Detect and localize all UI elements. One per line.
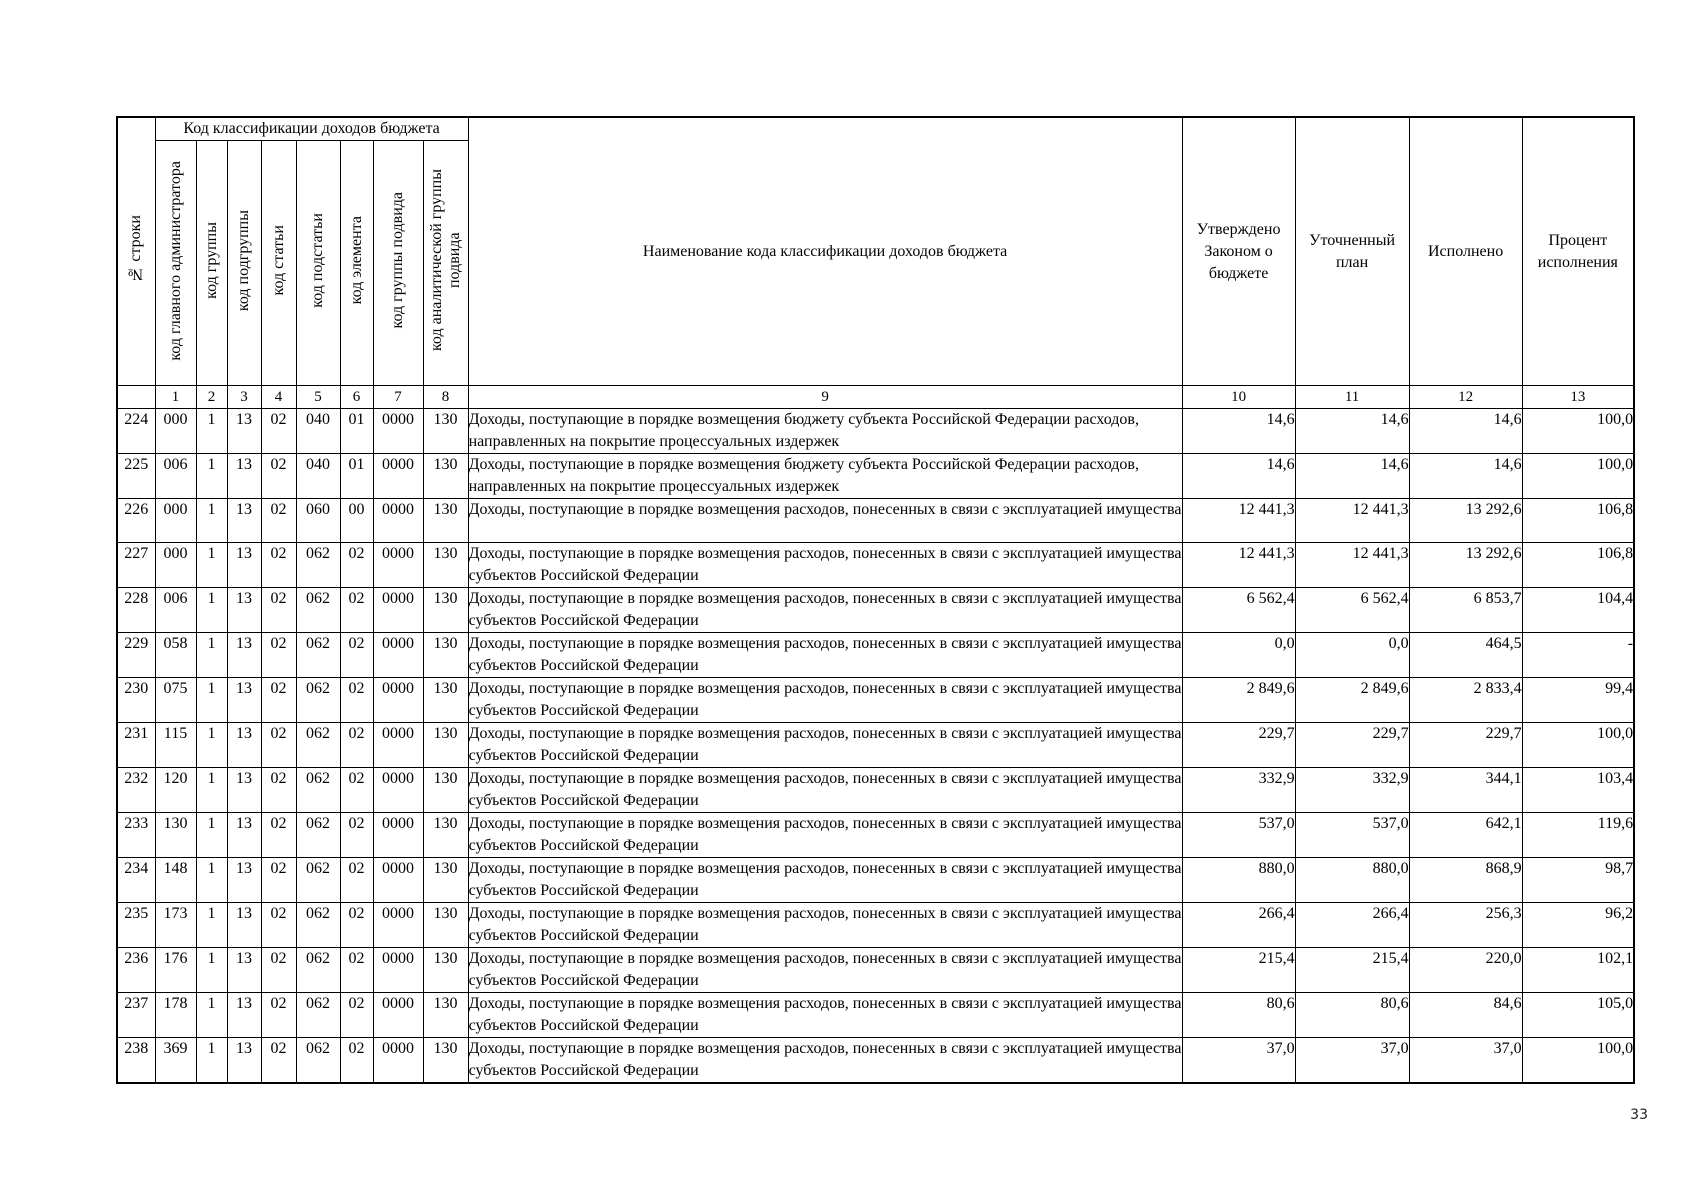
row-number-cell: 227 bbox=[117, 543, 155, 588]
row-number-cell: 232 bbox=[117, 768, 155, 813]
subtype-group-code-cell: 0000 bbox=[373, 499, 423, 543]
plan-value-cell: 332,9 bbox=[1295, 768, 1409, 813]
table-row bbox=[117, 499, 1634, 543]
analytic-group-code-cell: 130 bbox=[423, 678, 468, 723]
subgroup-code-cell: 13 bbox=[227, 1038, 261, 1084]
element-code-cell: 02 bbox=[340, 588, 373, 633]
revenue-name-cell: Доходы, поступающие в порядке возмещения расходов, понесенных в связи с эксплуатацией имущества субъектов Российской Федерации bbox=[468, 858, 1182, 903]
article-code-cell: 02 bbox=[261, 858, 296, 903]
percent-value-cell: 105,0 bbox=[1522, 993, 1634, 1038]
subarticle-code-cell: 062 bbox=[296, 858, 340, 903]
article-code-cell: 02 bbox=[261, 633, 296, 678]
percent-value-cell: 99,4 bbox=[1522, 678, 1634, 723]
group-code-cell: 1 bbox=[196, 633, 227, 678]
percent-value-cell: - bbox=[1522, 633, 1634, 678]
article-code-cell: 02 bbox=[261, 903, 296, 948]
percent-value-cell: 100,0 bbox=[1522, 409, 1634, 454]
column-number: 1 bbox=[155, 386, 196, 409]
admin-code-cell: 148 bbox=[155, 858, 196, 903]
element-code-cell: 02 bbox=[340, 768, 373, 813]
subtype-group-code-cell: 0000 bbox=[373, 768, 423, 813]
header-row-number: № строки bbox=[117, 117, 155, 386]
subarticle-code-cell: 062 bbox=[296, 813, 340, 858]
subarticle-code-cell: 062 bbox=[296, 948, 340, 993]
subgroup-code-cell: 13 bbox=[227, 993, 261, 1038]
article-code-cell: 02 bbox=[261, 454, 296, 499]
group-code-cell: 1 bbox=[196, 813, 227, 858]
article-code-cell: 02 bbox=[261, 588, 296, 633]
table-row bbox=[117, 409, 1634, 454]
percent-value-cell: 100,0 bbox=[1522, 454, 1634, 499]
plan-value-cell: 12 441,3 bbox=[1295, 499, 1409, 543]
column-number: 2 bbox=[196, 386, 227, 409]
executed-value-cell: 642,1 bbox=[1409, 813, 1522, 858]
approved-value-cell: 37,0 bbox=[1182, 1038, 1295, 1084]
admin-code-cell: 058 bbox=[155, 633, 196, 678]
analytic-group-code-cell: 130 bbox=[423, 723, 468, 768]
revenue-name-cell: Доходы, поступающие в порядке возмещения расходов, понесенных в связи с эксплуатацией имущества субъектов Российской Федерации bbox=[468, 993, 1182, 1038]
admin-code-cell: 000 bbox=[155, 409, 196, 454]
subgroup-code-cell: 13 bbox=[227, 499, 261, 543]
header-percent: Процент исполнения bbox=[1522, 117, 1634, 386]
admin-code-cell: 369 bbox=[155, 1038, 196, 1084]
group-code-cell: 1 bbox=[196, 993, 227, 1038]
analytic-group-code-cell: 130 bbox=[423, 948, 468, 993]
percent-value-cell: 106,8 bbox=[1522, 499, 1634, 543]
header-code-admin: код главного администратора bbox=[155, 141, 196, 386]
analytic-group-code-cell: 130 bbox=[423, 858, 468, 903]
subgroup-code-cell: 13 bbox=[227, 768, 261, 813]
group-code-cell: 1 bbox=[196, 588, 227, 633]
plan-value-cell: 0,0 bbox=[1295, 633, 1409, 678]
approved-value-cell: 537,0 bbox=[1182, 813, 1295, 858]
subtype-group-code-cell: 0000 bbox=[373, 409, 423, 454]
column-number: 5 bbox=[296, 386, 340, 409]
subtype-group-code-cell: 0000 bbox=[373, 903, 423, 948]
subgroup-code-cell: 13 bbox=[227, 903, 261, 948]
executed-value-cell: 868,9 bbox=[1409, 858, 1522, 903]
group-code-cell: 1 bbox=[196, 903, 227, 948]
percent-value-cell: 119,6 bbox=[1522, 813, 1634, 858]
percent-value-cell: 98,7 bbox=[1522, 858, 1634, 903]
admin-code-cell: 115 bbox=[155, 723, 196, 768]
subarticle-code-cell: 062 bbox=[296, 993, 340, 1038]
row-number-cell: 230 bbox=[117, 678, 155, 723]
revenue-name-cell: Доходы, поступающие в порядке возмещения расходов, понесенных в связи с эксплуатацией имущества субъектов Российской Федерации bbox=[468, 813, 1182, 858]
element-code-cell: 02 bbox=[340, 858, 373, 903]
group-code-cell: 1 bbox=[196, 678, 227, 723]
table-row bbox=[117, 588, 1634, 633]
subgroup-code-cell: 13 bbox=[227, 543, 261, 588]
subtype-group-code-cell: 0000 bbox=[373, 1038, 423, 1084]
column-number-blank bbox=[117, 386, 155, 409]
admin-code-cell: 006 bbox=[155, 454, 196, 499]
group-code-cell: 1 bbox=[196, 499, 227, 543]
budget-revenue-table bbox=[116, 116, 1635, 1084]
table-row bbox=[117, 858, 1634, 903]
header-code-group-col: код группы bbox=[196, 141, 227, 386]
subtype-group-code-cell: 0000 bbox=[373, 633, 423, 678]
table-row bbox=[117, 813, 1634, 858]
subarticle-code-cell: 060 bbox=[296, 499, 340, 543]
table-row bbox=[117, 948, 1634, 993]
approved-value-cell: 80,6 bbox=[1182, 993, 1295, 1038]
admin-code-cell: 075 bbox=[155, 678, 196, 723]
admin-code-cell: 000 bbox=[155, 499, 196, 543]
approved-value-cell: 14,6 bbox=[1182, 454, 1295, 499]
admin-code-cell: 173 bbox=[155, 903, 196, 948]
executed-value-cell: 229,7 bbox=[1409, 723, 1522, 768]
subgroup-code-cell: 13 bbox=[227, 678, 261, 723]
admin-code-cell: 178 bbox=[155, 993, 196, 1038]
element-code-cell: 01 bbox=[340, 454, 373, 499]
plan-value-cell: 12 441,3 bbox=[1295, 543, 1409, 588]
element-code-cell: 02 bbox=[340, 1038, 373, 1084]
approved-value-cell: 6 562,4 bbox=[1182, 588, 1295, 633]
percent-value-cell: 100,0 bbox=[1522, 723, 1634, 768]
plan-value-cell: 6 562,4 bbox=[1295, 588, 1409, 633]
plan-value-cell: 880,0 bbox=[1295, 858, 1409, 903]
element-code-cell: 02 bbox=[340, 723, 373, 768]
subarticle-code-cell: 062 bbox=[296, 633, 340, 678]
column-number: 13 bbox=[1522, 386, 1634, 409]
row-number-cell: 235 bbox=[117, 903, 155, 948]
percent-value-cell: 100,0 bbox=[1522, 1038, 1634, 1084]
revenue-name-cell: Доходы, поступающие в порядке возмещения расходов, понесенных в связи с эксплуатацией имущества субъектов Российской Федерации bbox=[468, 1038, 1182, 1084]
percent-value-cell: 106,8 bbox=[1522, 543, 1634, 588]
header-executed: Исполнено bbox=[1409, 117, 1522, 386]
element-code-cell: 02 bbox=[340, 993, 373, 1038]
subgroup-code-cell: 13 bbox=[227, 723, 261, 768]
row-number-cell: 238 bbox=[117, 1038, 155, 1084]
subarticle-code-cell: 062 bbox=[296, 723, 340, 768]
plan-value-cell: 80,6 bbox=[1295, 993, 1409, 1038]
header-code-article: код статьи bbox=[261, 141, 296, 386]
column-number: 3 bbox=[227, 386, 261, 409]
article-code-cell: 02 bbox=[261, 678, 296, 723]
table-row bbox=[117, 768, 1634, 813]
executed-value-cell: 220,0 bbox=[1409, 948, 1522, 993]
revenue-name-cell: Доходы, поступающие в порядке возмещения бюджету субъекта Российской Федерации расходов, направленных на покрытие процессуальных издержек bbox=[468, 454, 1182, 499]
header-code-group: Код классификации доходов бюджета bbox=[155, 117, 468, 141]
analytic-group-code-cell: 130 bbox=[423, 543, 468, 588]
analytic-group-code-cell: 130 bbox=[423, 633, 468, 678]
approved-value-cell: 880,0 bbox=[1182, 858, 1295, 903]
header-code-subgroup: код подгруппы bbox=[227, 141, 261, 386]
revenue-name-cell: Доходы, поступающие в порядке возмещения расходов, понесенных в связи с эксплуатацией имущества субъектов Российской Федерации bbox=[468, 543, 1182, 588]
subgroup-code-cell: 13 bbox=[227, 858, 261, 903]
executed-value-cell: 464,5 bbox=[1409, 633, 1522, 678]
column-number: 6 bbox=[340, 386, 373, 409]
group-code-cell: 1 bbox=[196, 768, 227, 813]
row-number-cell: 228 bbox=[117, 588, 155, 633]
plan-value-cell: 215,4 bbox=[1295, 948, 1409, 993]
table-row bbox=[117, 678, 1634, 723]
table-row bbox=[117, 454, 1634, 499]
article-code-cell: 02 bbox=[261, 1038, 296, 1084]
table-row bbox=[117, 903, 1634, 948]
approved-value-cell: 2 849,6 bbox=[1182, 678, 1295, 723]
admin-code-cell: 120 bbox=[155, 768, 196, 813]
group-code-cell: 1 bbox=[196, 1038, 227, 1084]
plan-value-cell: 37,0 bbox=[1295, 1038, 1409, 1084]
subarticle-code-cell: 062 bbox=[296, 588, 340, 633]
header-code-subarticle: код подстатьи bbox=[296, 141, 340, 386]
admin-code-cell: 006 bbox=[155, 588, 196, 633]
subarticle-code-cell: 040 bbox=[296, 409, 340, 454]
article-code-cell: 02 bbox=[261, 723, 296, 768]
subgroup-code-cell: 13 bbox=[227, 948, 261, 993]
subtype-group-code-cell: 0000 bbox=[373, 948, 423, 993]
approved-value-cell: 14,6 bbox=[1182, 409, 1295, 454]
group-code-cell: 1 bbox=[196, 948, 227, 993]
subtype-group-code-cell: 0000 bbox=[373, 858, 423, 903]
row-number-cell: 224 bbox=[117, 409, 155, 454]
element-code-cell: 00 bbox=[340, 499, 373, 543]
table-row bbox=[117, 543, 1634, 588]
subgroup-code-cell: 13 bbox=[227, 813, 261, 858]
group-code-cell: 1 bbox=[196, 409, 227, 454]
revenue-name-cell: Доходы, поступающие в порядке возмещения расходов, понесенных в связи с эксплуатацией имущества субъектов Российской Федерации bbox=[468, 948, 1182, 993]
percent-value-cell: 102,1 bbox=[1522, 948, 1634, 993]
analytic-group-code-cell: 130 bbox=[423, 768, 468, 813]
subarticle-code-cell: 062 bbox=[296, 1038, 340, 1084]
element-code-cell: 02 bbox=[340, 678, 373, 723]
plan-value-cell: 229,7 bbox=[1295, 723, 1409, 768]
executed-value-cell: 256,3 bbox=[1409, 903, 1522, 948]
header-code-element: код элемента bbox=[340, 141, 373, 386]
row-number-cell: 225 bbox=[117, 454, 155, 499]
executed-value-cell: 2 833,4 bbox=[1409, 678, 1522, 723]
revenue-name-cell: Доходы, поступающие в порядке возмещения расходов, понесенных в связи с эксплуатацией имущества субъектов Российской Федерации bbox=[468, 588, 1182, 633]
plan-value-cell: 537,0 bbox=[1295, 813, 1409, 858]
analytic-group-code-cell: 130 bbox=[423, 499, 468, 543]
column-number: 9 bbox=[468, 386, 1182, 409]
header-code-analytic-group: код аналитической группы подвида bbox=[423, 141, 468, 386]
executed-value-cell: 14,6 bbox=[1409, 409, 1522, 454]
percent-value-cell: 103,4 bbox=[1522, 768, 1634, 813]
subtype-group-code-cell: 0000 bbox=[373, 454, 423, 499]
approved-value-cell: 12 441,3 bbox=[1182, 499, 1295, 543]
subgroup-code-cell: 13 bbox=[227, 588, 261, 633]
article-code-cell: 02 bbox=[261, 768, 296, 813]
subtype-group-code-cell: 0000 bbox=[373, 993, 423, 1038]
analytic-group-code-cell: 130 bbox=[423, 409, 468, 454]
subarticle-code-cell: 040 bbox=[296, 454, 340, 499]
executed-value-cell: 344,1 bbox=[1409, 768, 1522, 813]
article-code-cell: 02 bbox=[261, 499, 296, 543]
element-code-cell: 02 bbox=[340, 948, 373, 993]
column-number: 7 bbox=[373, 386, 423, 409]
analytic-group-code-cell: 130 bbox=[423, 454, 468, 499]
percent-value-cell: 104,4 bbox=[1522, 588, 1634, 633]
table-row bbox=[117, 1038, 1634, 1084]
element-code-cell: 02 bbox=[340, 813, 373, 858]
subarticle-code-cell: 062 bbox=[296, 768, 340, 813]
column-number: 4 bbox=[261, 386, 296, 409]
approved-value-cell: 215,4 bbox=[1182, 948, 1295, 993]
table-row bbox=[117, 993, 1634, 1038]
element-code-cell: 01 bbox=[340, 409, 373, 454]
subgroup-code-cell: 13 bbox=[227, 409, 261, 454]
row-number-cell: 226 bbox=[117, 499, 155, 543]
group-code-cell: 1 bbox=[196, 543, 227, 588]
element-code-cell: 02 bbox=[340, 543, 373, 588]
analytic-group-code-cell: 130 bbox=[423, 1038, 468, 1084]
column-number: 12 bbox=[1409, 386, 1522, 409]
element-code-cell: 02 bbox=[340, 903, 373, 948]
article-code-cell: 02 bbox=[261, 948, 296, 993]
revenue-name-cell: Доходы, поступающие в порядке возмещения расходов, понесенных в связи с эксплуатацией имущества субъектов Российской Федерации bbox=[468, 633, 1182, 678]
group-code-cell: 1 bbox=[196, 723, 227, 768]
analytic-group-code-cell: 130 bbox=[423, 903, 468, 948]
article-code-cell: 02 bbox=[261, 993, 296, 1038]
approved-value-cell: 332,9 bbox=[1182, 768, 1295, 813]
header-plan: Уточненный план bbox=[1295, 117, 1409, 386]
article-code-cell: 02 bbox=[261, 813, 296, 858]
header-name: Наименование кода классификации доходов бюджета bbox=[468, 117, 1182, 386]
row-number-cell: 236 bbox=[117, 948, 155, 993]
executed-value-cell: 6 853,7 bbox=[1409, 588, 1522, 633]
plan-value-cell: 266,4 bbox=[1295, 903, 1409, 948]
subtype-group-code-cell: 0000 bbox=[373, 588, 423, 633]
article-code-cell: 02 bbox=[261, 409, 296, 454]
executed-value-cell: 37,0 bbox=[1409, 1038, 1522, 1084]
executed-value-cell: 84,6 bbox=[1409, 993, 1522, 1038]
column-number: 11 bbox=[1295, 386, 1409, 409]
page-number: 33 bbox=[1630, 1107, 1648, 1123]
subtype-group-code-cell: 0000 bbox=[373, 678, 423, 723]
approved-value-cell: 229,7 bbox=[1182, 723, 1295, 768]
column-number: 10 bbox=[1182, 386, 1295, 409]
approved-value-cell: 12 441,3 bbox=[1182, 543, 1295, 588]
plan-value-cell: 14,6 bbox=[1295, 454, 1409, 499]
approved-value-cell: 0,0 bbox=[1182, 633, 1295, 678]
revenue-name-cell: Доходы, поступающие в порядке возмещения расходов, понесенных в связи с эксплуатацией имущества субъектов Российской Федерации bbox=[468, 768, 1182, 813]
analytic-group-code-cell: 130 bbox=[423, 993, 468, 1038]
admin-code-cell: 130 bbox=[155, 813, 196, 858]
row-number-cell: 237 bbox=[117, 993, 155, 1038]
subtype-group-code-cell: 0000 bbox=[373, 723, 423, 768]
row-number-cell: 229 bbox=[117, 633, 155, 678]
executed-value-cell: 13 292,6 bbox=[1409, 499, 1522, 543]
subtype-group-code-cell: 0000 bbox=[373, 813, 423, 858]
table-body bbox=[117, 386, 1634, 1084]
plan-value-cell: 14,6 bbox=[1295, 409, 1409, 454]
revenue-name-cell: Доходы, поступающие в порядке возмещения расходов, понесенных в связи с эксплуатацией имущества субъектов Российской Федерации bbox=[468, 678, 1182, 723]
subarticle-code-cell: 062 bbox=[296, 678, 340, 723]
subgroup-code-cell: 13 bbox=[227, 633, 261, 678]
row-number-cell: 231 bbox=[117, 723, 155, 768]
analytic-group-code-cell: 130 bbox=[423, 813, 468, 858]
subarticle-code-cell: 062 bbox=[296, 543, 340, 588]
column-numbers-row bbox=[117, 386, 1634, 409]
approved-value-cell: 266,4 bbox=[1182, 903, 1295, 948]
header-code-subtype-group: код группы подвида bbox=[373, 141, 423, 386]
article-code-cell: 02 bbox=[261, 543, 296, 588]
executed-value-cell: 14,6 bbox=[1409, 454, 1522, 499]
group-code-cell: 1 bbox=[196, 454, 227, 499]
executed-value-cell: 13 292,6 bbox=[1409, 543, 1522, 588]
column-number: 8 bbox=[423, 386, 468, 409]
subtype-group-code-cell: 0000 bbox=[373, 543, 423, 588]
analytic-group-code-cell: 130 bbox=[423, 588, 468, 633]
element-code-cell: 02 bbox=[340, 633, 373, 678]
table-row bbox=[117, 633, 1634, 678]
plan-value-cell: 2 849,6 bbox=[1295, 678, 1409, 723]
percent-value-cell: 96,2 bbox=[1522, 903, 1634, 948]
revenue-name-cell: Доходы, поступающие в порядке возмещения бюджету субъекта Российской Федерации расходов, направленных на покрытие процессуальных издержек bbox=[468, 409, 1182, 454]
subarticle-code-cell: 062 bbox=[296, 903, 340, 948]
revenue-name-cell: Доходы, поступающие в порядке возмещения расходов, понесенных в связи с эксплуатацией имущества bbox=[468, 499, 1182, 543]
row-number-cell: 234 bbox=[117, 858, 155, 903]
row-number-cell: 233 bbox=[117, 813, 155, 858]
revenue-name-cell: Доходы, поступающие в порядке возмещения расходов, понесенных в связи с эксплуатацией имущества субъектов Российской Федерации bbox=[468, 903, 1182, 948]
admin-code-cell: 176 bbox=[155, 948, 196, 993]
group-code-cell: 1 bbox=[196, 858, 227, 903]
header-approved: Утверждено Законом о бюджете bbox=[1182, 117, 1295, 386]
table-row bbox=[117, 723, 1634, 768]
subgroup-code-cell: 13 bbox=[227, 454, 261, 499]
revenue-name-cell: Доходы, поступающие в порядке возмещения расходов, понесенных в связи с эксплуатацией имущества субъектов Российской Федерации bbox=[468, 723, 1182, 768]
admin-code-cell: 000 bbox=[155, 543, 196, 588]
